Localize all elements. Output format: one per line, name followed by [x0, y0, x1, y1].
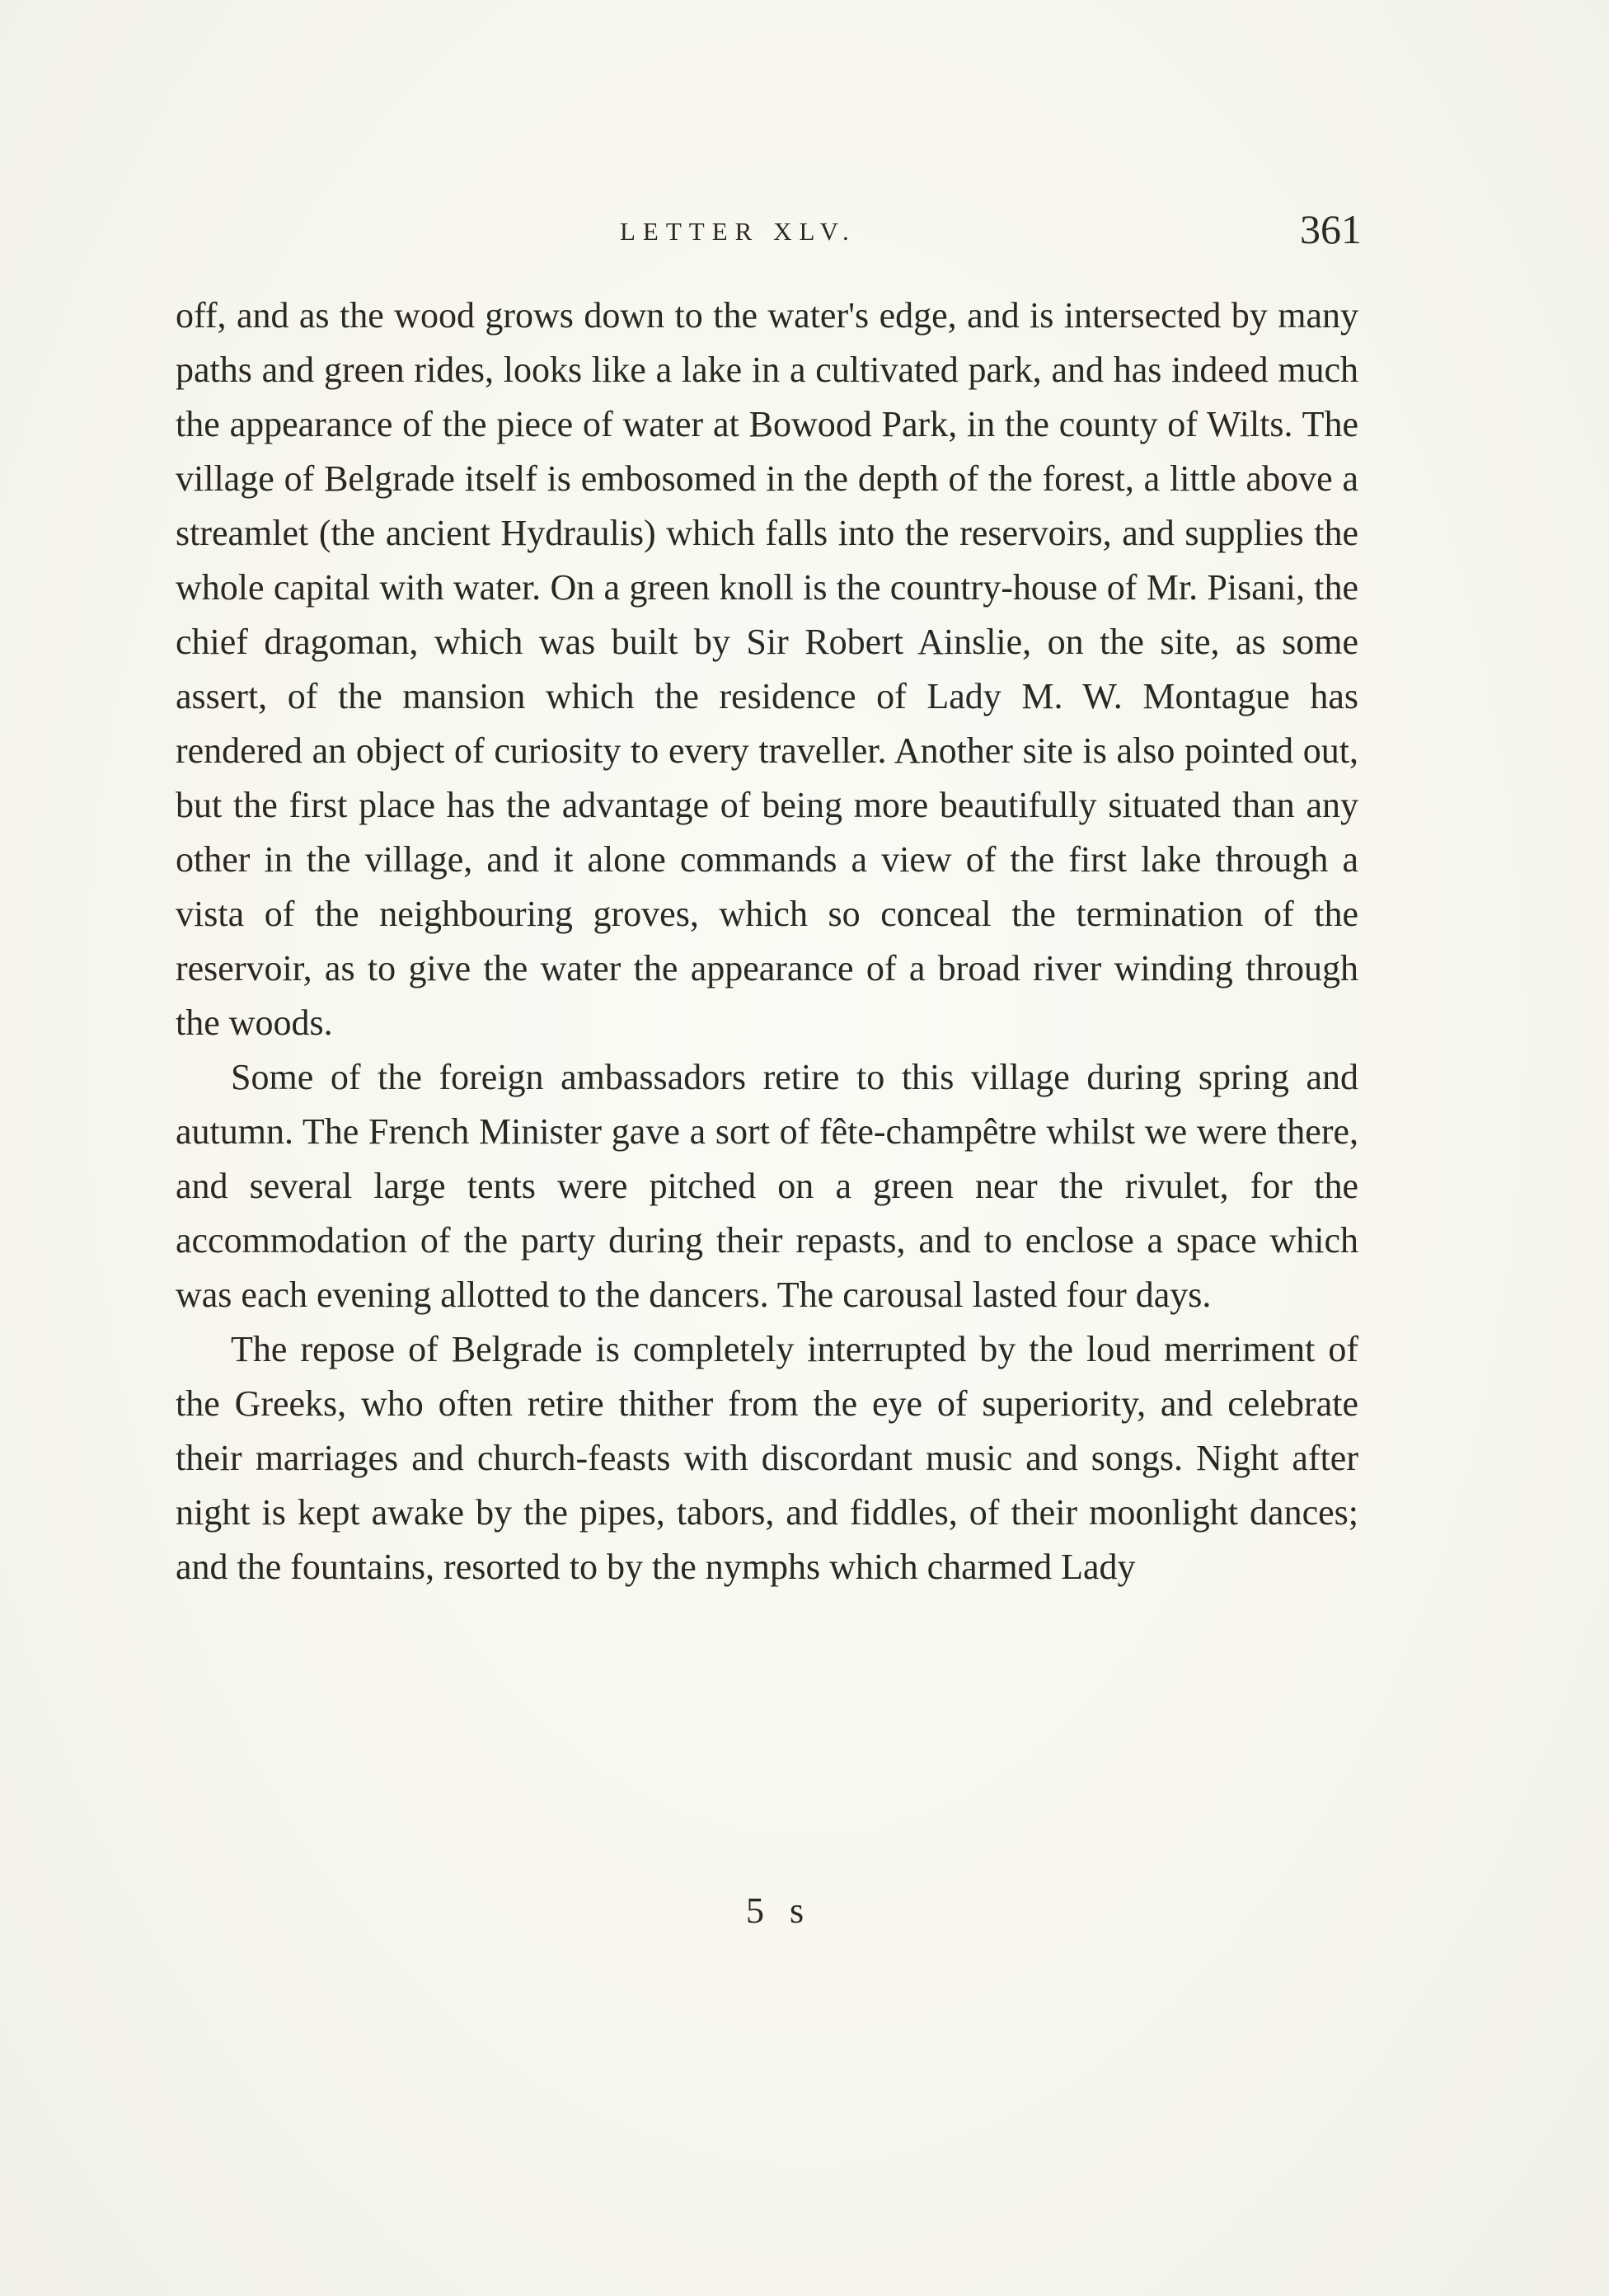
body-text: [176, 289, 1358, 1594]
paragraph-2: Some of the foreign ambassadors retire to this village during spring and autumn. The French Minister gave a sort of fête-champêtre whilst we were there, and several large tents were pitched on a green near the rivulet, for the accommodation of the party during their repasts, and to enclose a space which was each evening allotted to the dancers. The carousal lasted four days.: [176, 1057, 1358, 1315]
page-header: [610, 206, 1368, 268]
paragraph-3: The repose of Belgrade is completely interrupted by the loud merriment of the Greeks, who often retire thither from the eye of superiority, and celebrate their marriages and church-feasts with discordant music and songs. Night after night is kept awake by the pipes, tabors, and fiddles, of their moonlight dances; and the fountains, resorted to by the nymphs which charmed Lady: [176, 1329, 1358, 1587]
paragraph-1: off, and as the wood grows down to the water's edge, and is intersected by many paths and green rides, looks like a lake in a cultivated park, and has indeed much the appearance of the piece of water at Bowood Park, in the county of Wilts. The village of Belgrade itself is embosomed in the depth of the forest, a little above a streamlet (the ancient Hydraulis) which falls into the reservoirs, and supplies the whole capital with water. On a green knoll is the country-house of Mr. Pisani, the chief dragoman, which was built by Sir Robert Ainslie, on the site, as some assert, of the mansion which the residence of Lady M. W. Montague has rendered an object of curiosity to every traveller. Another site is also pointed out, but the first place has the advantage of being more beautifully situated than any other in the village, and it alone commands a view of the first lake through a vista of the neighbouring groves, which so conceal the termination of the reservoir, as to give the water the appearance of a broad river winding through the woods.: [176, 295, 1358, 1043]
running-head: LETTER XLV.: [620, 217, 856, 246]
signature-mark: 5 s: [746, 1890, 813, 1931]
page-number: 361: [1300, 206, 1362, 252]
